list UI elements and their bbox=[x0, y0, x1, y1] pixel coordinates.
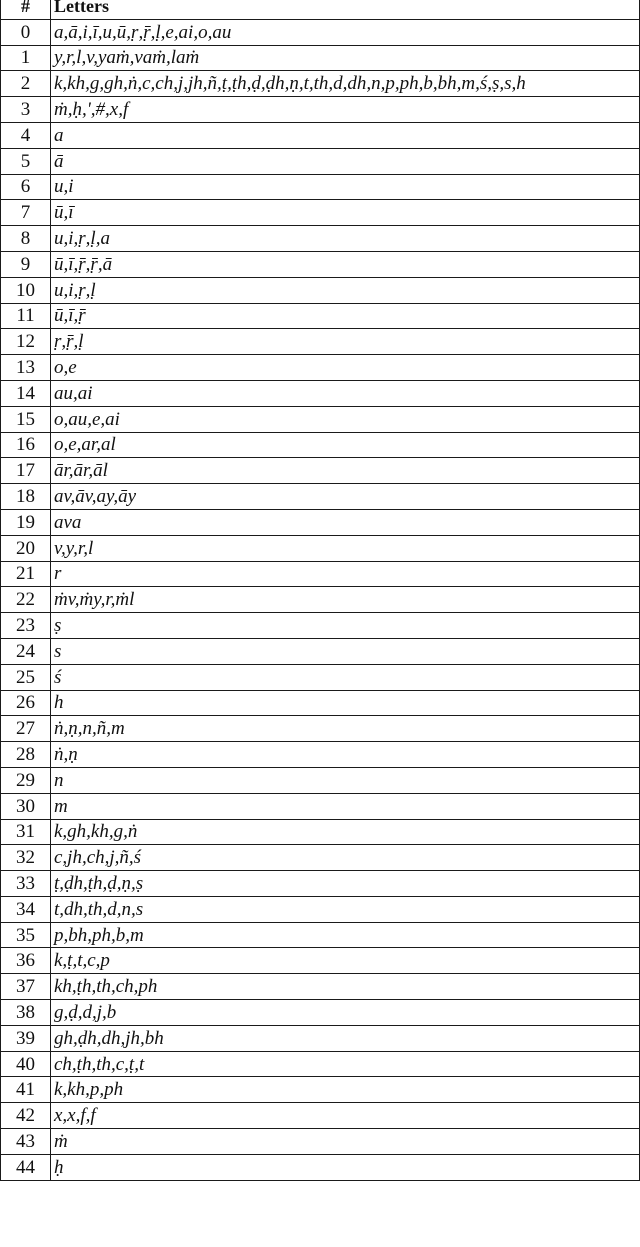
table-row bbox=[1, 716, 640, 742]
table-row bbox=[1, 1154, 640, 1180]
row-letters: v,y,r,l bbox=[51, 535, 640, 561]
table-row bbox=[1, 535, 640, 561]
row-letters: ś bbox=[51, 664, 640, 690]
row-letters: a bbox=[51, 122, 640, 148]
table-row bbox=[1, 767, 640, 793]
row-letters: u,i bbox=[51, 174, 640, 200]
row-letters: c,jh,ch,j,ñ,ś bbox=[51, 845, 640, 871]
row-letters: ū,ī bbox=[51, 200, 640, 226]
table-row bbox=[1, 458, 640, 484]
table-row bbox=[1, 380, 640, 406]
table-row bbox=[1, 1077, 640, 1103]
row-number: 11 bbox=[1, 303, 51, 329]
table-row bbox=[1, 664, 640, 690]
table-row bbox=[1, 1051, 640, 1077]
table-row bbox=[1, 45, 640, 71]
header-letters: Letters bbox=[51, 0, 640, 19]
row-number: 16 bbox=[1, 432, 51, 458]
table-row bbox=[1, 71, 640, 97]
row-letters: s bbox=[51, 638, 640, 664]
row-letters: ṁv,ṁy,r,ṁl bbox=[51, 587, 640, 613]
row-number: 40 bbox=[1, 1051, 51, 1077]
table-row bbox=[1, 251, 640, 277]
row-number: 25 bbox=[1, 664, 51, 690]
row-number: 24 bbox=[1, 638, 51, 664]
table-row bbox=[1, 226, 640, 252]
row-letters: ū,ī,ṝ bbox=[51, 303, 640, 329]
row-number: 34 bbox=[1, 896, 51, 922]
row-letters: n bbox=[51, 767, 640, 793]
table-row bbox=[1, 896, 640, 922]
row-number: 30 bbox=[1, 793, 51, 819]
row-number: 10 bbox=[1, 277, 51, 303]
row-letters: h bbox=[51, 690, 640, 716]
row-number: 12 bbox=[1, 329, 51, 355]
row-number: 9 bbox=[1, 251, 51, 277]
row-number: 4 bbox=[1, 122, 51, 148]
row-letters: ṅ,ṇ bbox=[51, 742, 640, 768]
table-row bbox=[1, 638, 640, 664]
table-row bbox=[1, 509, 640, 535]
row-number: 44 bbox=[1, 1154, 51, 1180]
row-letters: ṁ,ḥ,',#,x,f bbox=[51, 97, 640, 123]
table-row bbox=[1, 742, 640, 768]
table-row bbox=[1, 97, 640, 123]
row-letters: av,āv,ay,āy bbox=[51, 484, 640, 510]
header-row bbox=[1, 0, 640, 19]
row-letters: ṁ bbox=[51, 1129, 640, 1155]
row-number: 22 bbox=[1, 587, 51, 613]
row-letters: r bbox=[51, 561, 640, 587]
row-number: 18 bbox=[1, 484, 51, 510]
table-row bbox=[1, 1025, 640, 1051]
row-letters: kh,ṭh,th,ch,ph bbox=[51, 974, 640, 1000]
row-number: 43 bbox=[1, 1129, 51, 1155]
row-number: 1 bbox=[1, 45, 51, 71]
row-letters: u,i,ṛ,ḷ bbox=[51, 277, 640, 303]
row-number: 33 bbox=[1, 871, 51, 897]
row-letters: o,e bbox=[51, 355, 640, 381]
row-letters: au,ai bbox=[51, 380, 640, 406]
table-row bbox=[1, 1129, 640, 1155]
row-number: 7 bbox=[1, 200, 51, 226]
table-row bbox=[1, 355, 640, 381]
table-row bbox=[1, 613, 640, 639]
table-body bbox=[1, 19, 640, 1180]
header-number: # bbox=[1, 0, 51, 19]
row-number: 21 bbox=[1, 561, 51, 587]
row-letters: ṣ bbox=[51, 613, 640, 639]
row-letters: ḥ bbox=[51, 1154, 640, 1180]
row-number: 32 bbox=[1, 845, 51, 871]
row-number: 20 bbox=[1, 535, 51, 561]
row-letters: ā bbox=[51, 148, 640, 174]
row-letters: m bbox=[51, 793, 640, 819]
row-letters: gh,ḍh,dh,jh,bh bbox=[51, 1025, 640, 1051]
table-row bbox=[1, 200, 640, 226]
row-number: 0 bbox=[1, 19, 51, 45]
row-number: 31 bbox=[1, 819, 51, 845]
row-letters: x,x,f,f bbox=[51, 1103, 640, 1129]
table-row bbox=[1, 1103, 640, 1129]
table-row bbox=[1, 819, 640, 845]
row-number: 15 bbox=[1, 406, 51, 432]
row-number: 36 bbox=[1, 948, 51, 974]
row-letters: ch,ṭh,th,c,ṭ,t bbox=[51, 1051, 640, 1077]
row-letters: k,ṭ,t,c,p bbox=[51, 948, 640, 974]
row-letters: o,e,ar,al bbox=[51, 432, 640, 458]
row-number: 14 bbox=[1, 380, 51, 406]
row-number: 28 bbox=[1, 742, 51, 768]
row-number: 5 bbox=[1, 148, 51, 174]
table-row bbox=[1, 406, 640, 432]
table-row bbox=[1, 922, 640, 948]
row-letters: o,au,e,ai bbox=[51, 406, 640, 432]
row-number: 35 bbox=[1, 922, 51, 948]
row-letters: k,kh,p,ph bbox=[51, 1077, 640, 1103]
row-number: 38 bbox=[1, 1000, 51, 1026]
row-letters: k,gh,kh,g,ṅ bbox=[51, 819, 640, 845]
row-number: 8 bbox=[1, 226, 51, 252]
row-letters: g,ḍ,d,j,b bbox=[51, 1000, 640, 1026]
row-number: 6 bbox=[1, 174, 51, 200]
row-letters: ṅ,ṇ,n,ñ,m bbox=[51, 716, 640, 742]
table-row bbox=[1, 1000, 640, 1026]
table-row bbox=[1, 484, 640, 510]
table-row bbox=[1, 845, 640, 871]
row-letters: ū,ī,ṝ,ṝ,ā bbox=[51, 251, 640, 277]
table-row bbox=[1, 303, 640, 329]
table-row bbox=[1, 432, 640, 458]
table-row bbox=[1, 19, 640, 45]
table-row bbox=[1, 122, 640, 148]
row-number: 27 bbox=[1, 716, 51, 742]
row-letters: u,i,ṛ,ḷ,a bbox=[51, 226, 640, 252]
row-number: 26 bbox=[1, 690, 51, 716]
table-row bbox=[1, 174, 640, 200]
table-row bbox=[1, 329, 640, 355]
row-letters: t,dh,th,d,n,s bbox=[51, 896, 640, 922]
row-number: 42 bbox=[1, 1103, 51, 1129]
row-number: 3 bbox=[1, 97, 51, 123]
table-row bbox=[1, 948, 640, 974]
row-letters: ava bbox=[51, 509, 640, 535]
table-row bbox=[1, 277, 640, 303]
row-number: 41 bbox=[1, 1077, 51, 1103]
table-row bbox=[1, 974, 640, 1000]
row-letters: k,kh,g,gh,ṅ,c,ch,j,jh,ñ,ṭ,ṭh,ḍ,ḍh,ṇ,t,th,d,dh,n,p,ph,b,bh,m,ś,ṣ,s,h bbox=[51, 71, 640, 97]
row-number: 37 bbox=[1, 974, 51, 1000]
table-row bbox=[1, 561, 640, 587]
table-row bbox=[1, 148, 640, 174]
row-letters: a,ā,i,ī,u,ū,ṛ,ṝ,ḷ,e,ai,o,au bbox=[51, 19, 640, 45]
row-number: 23 bbox=[1, 613, 51, 639]
row-letters: p,bh,ph,b,m bbox=[51, 922, 640, 948]
row-number: 29 bbox=[1, 767, 51, 793]
table-row bbox=[1, 871, 640, 897]
row-letters: ṛ,ṝ,ḷ bbox=[51, 329, 640, 355]
row-number: 2 bbox=[1, 71, 51, 97]
row-letters: y,r,l,v,yaṁ,vaṁ,laṁ bbox=[51, 45, 640, 71]
row-number: 13 bbox=[1, 355, 51, 381]
row-letters: ṭ,ḍh,ṭh,ḍ,ṇ,ṣ bbox=[51, 871, 640, 897]
table-row bbox=[1, 587, 640, 613]
row-number: 19 bbox=[1, 509, 51, 535]
row-number: 17 bbox=[1, 458, 51, 484]
row-letters: ār,ār,āl bbox=[51, 458, 640, 484]
row-number: 39 bbox=[1, 1025, 51, 1051]
table-row bbox=[1, 793, 640, 819]
table-row bbox=[1, 690, 640, 716]
